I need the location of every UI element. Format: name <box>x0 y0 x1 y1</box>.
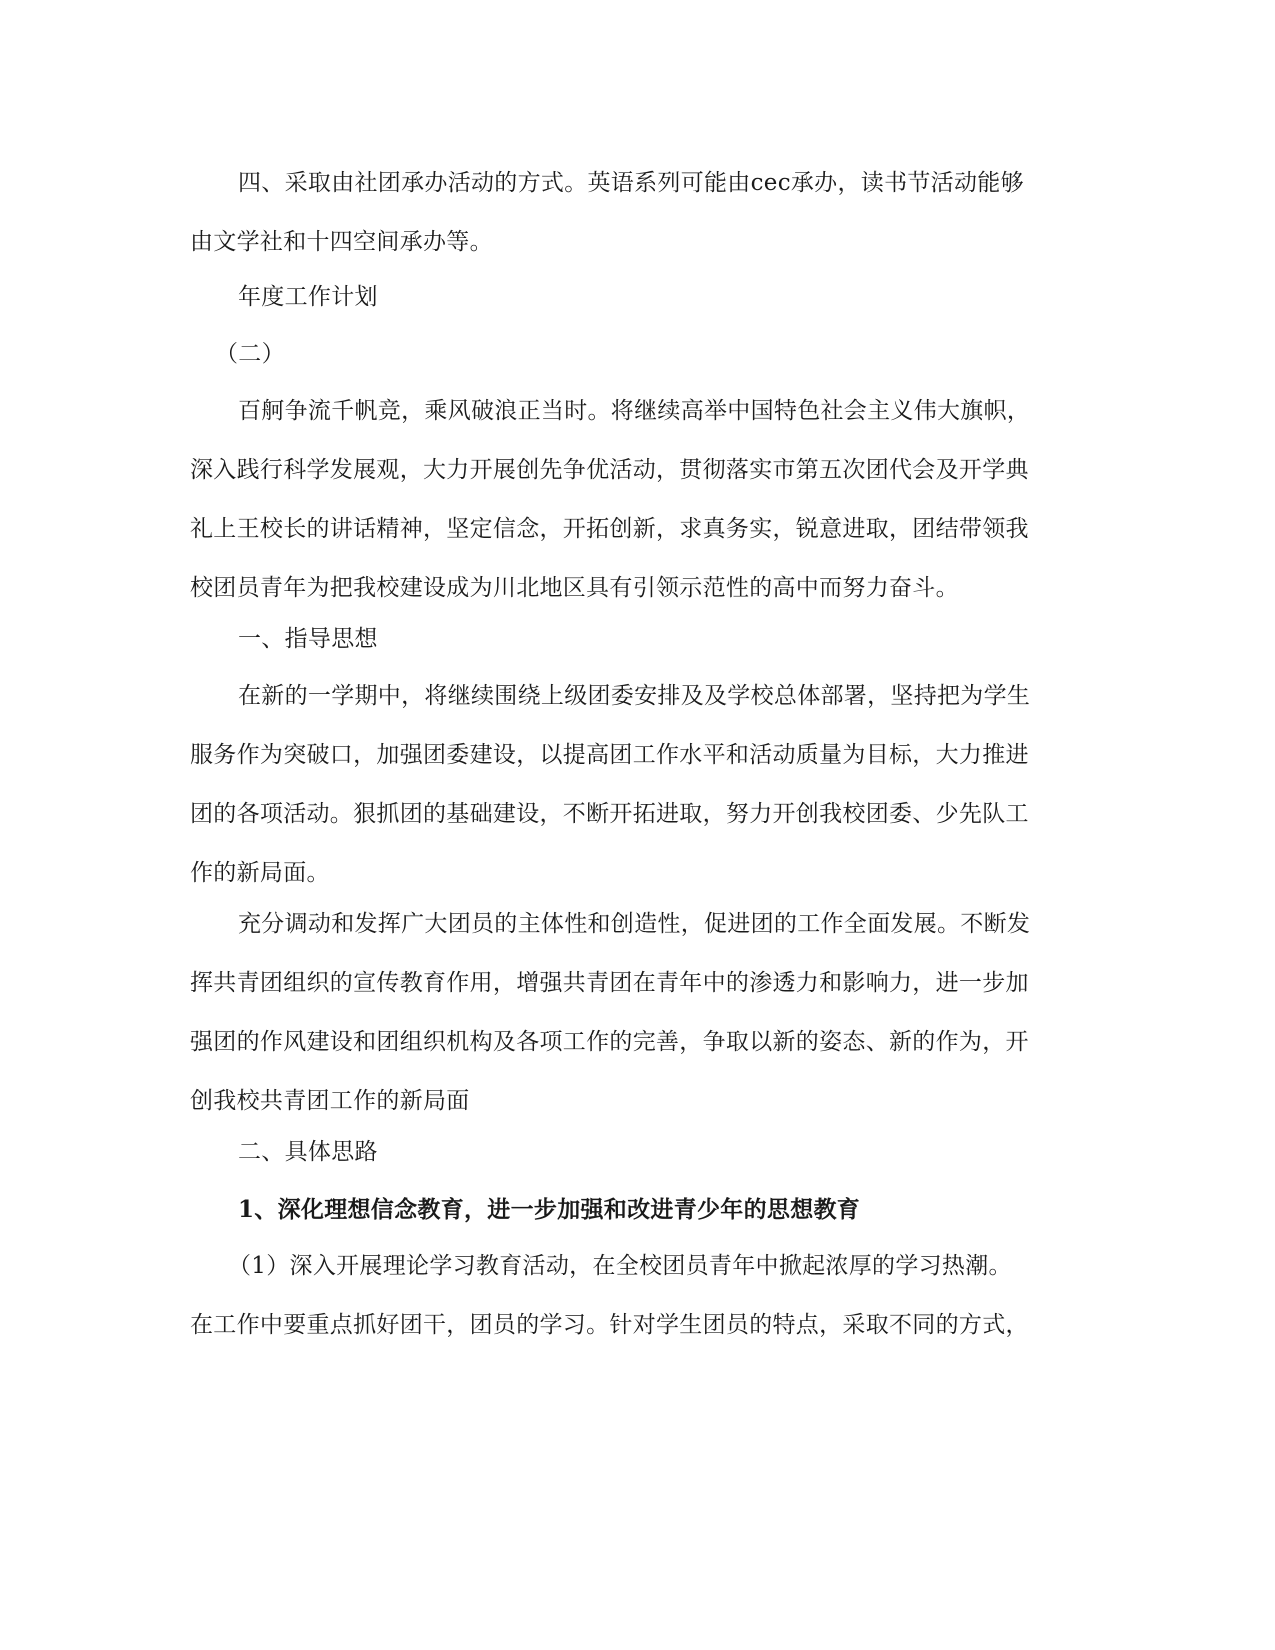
paragraph-p4 <box>190 382 1090 618</box>
text-line: 百舸争流千帆竞，乘风破浪正当时。将继续高举中国特色社会主义伟大旗帜， <box>238 398 1031 424</box>
paragraph-p2 <box>190 268 1090 327</box>
section-heading <box>190 1180 1090 1239</box>
text-line: （二） <box>215 341 285 367</box>
text-line: 服务作为突破口，加强团委建设，以提高团工作水平和活动质量为目标，大力推进 <box>190 742 1029 768</box>
text-line: 1、深化理想信念教育，进一步加强和改进青少年的思想教育 <box>238 1196 861 1223</box>
paragraph-p8 <box>190 1123 1090 1182</box>
text-line: 强团的作风建设和团组织机构及各项工作的完善，争取以新的姿态、新的作为，开 <box>190 1029 1029 1055</box>
text-line: 团的各项活动。狠抓团的基础建设，不断开拓进取，努力开创我校团委、少先队工 <box>190 801 1029 827</box>
paragraph-p10 <box>190 1237 1090 1355</box>
paragraph-p1 <box>190 154 1090 272</box>
text-line: 由文学社和十四空间承办等。 <box>190 229 493 255</box>
paragraph-p3 <box>215 325 1115 384</box>
text-line: 四、采取由社团承办活动的方式。英语系列可能由cec承办，读书节活动能够 <box>238 170 1024 196</box>
text-line: 挥共青团组织的宣传教育作用，增强共青团在青年中的渗透力和影响力，进一步加 <box>190 970 1029 996</box>
text-line: 在工作中要重点抓好团干，团员的学习。针对学生团员的特点，采取不同的方式， <box>190 1312 1029 1338</box>
text-line: （1）深入开展理论学习教育活动，在全校团员青年中掀起浓厚的学习热潮。 <box>228 1253 1012 1279</box>
text-line: 在新的一学期中，将继续围绕上级团委安排及及学校总体部署，坚持把为学生 <box>238 683 1031 709</box>
text-line: 礼上王校长的讲话精神，坚定信念，开拓创新，求真务实，锐意进取，团结带领我 <box>190 516 1029 542</box>
text-line: 作的新局面。 <box>190 860 330 886</box>
text-line: 二、具体思路 <box>238 1139 378 1165</box>
text-line: 年度工作计划 <box>238 284 378 310</box>
text-line: 创我校共青团工作的新局面 <box>190 1088 470 1114</box>
paragraph-p5 <box>190 610 1090 669</box>
text-line: 深入践行科学发展观，大力开展创先争优活动，贯彻落实市第五次团代会及开学典 <box>190 457 1029 483</box>
paragraph-p7 <box>190 895 1090 1131</box>
text-line: 一、指导思想 <box>238 626 378 652</box>
text-line: 充分调动和发挥广大团员的主体性和创造性，促进团的工作全面发展。不断发 <box>238 911 1031 937</box>
paragraph-p6 <box>190 667 1090 903</box>
text-line: 校团员青年为把我校建设成为川北地区具有引领示范性的高中而努力奋斗。 <box>190 575 959 601</box>
